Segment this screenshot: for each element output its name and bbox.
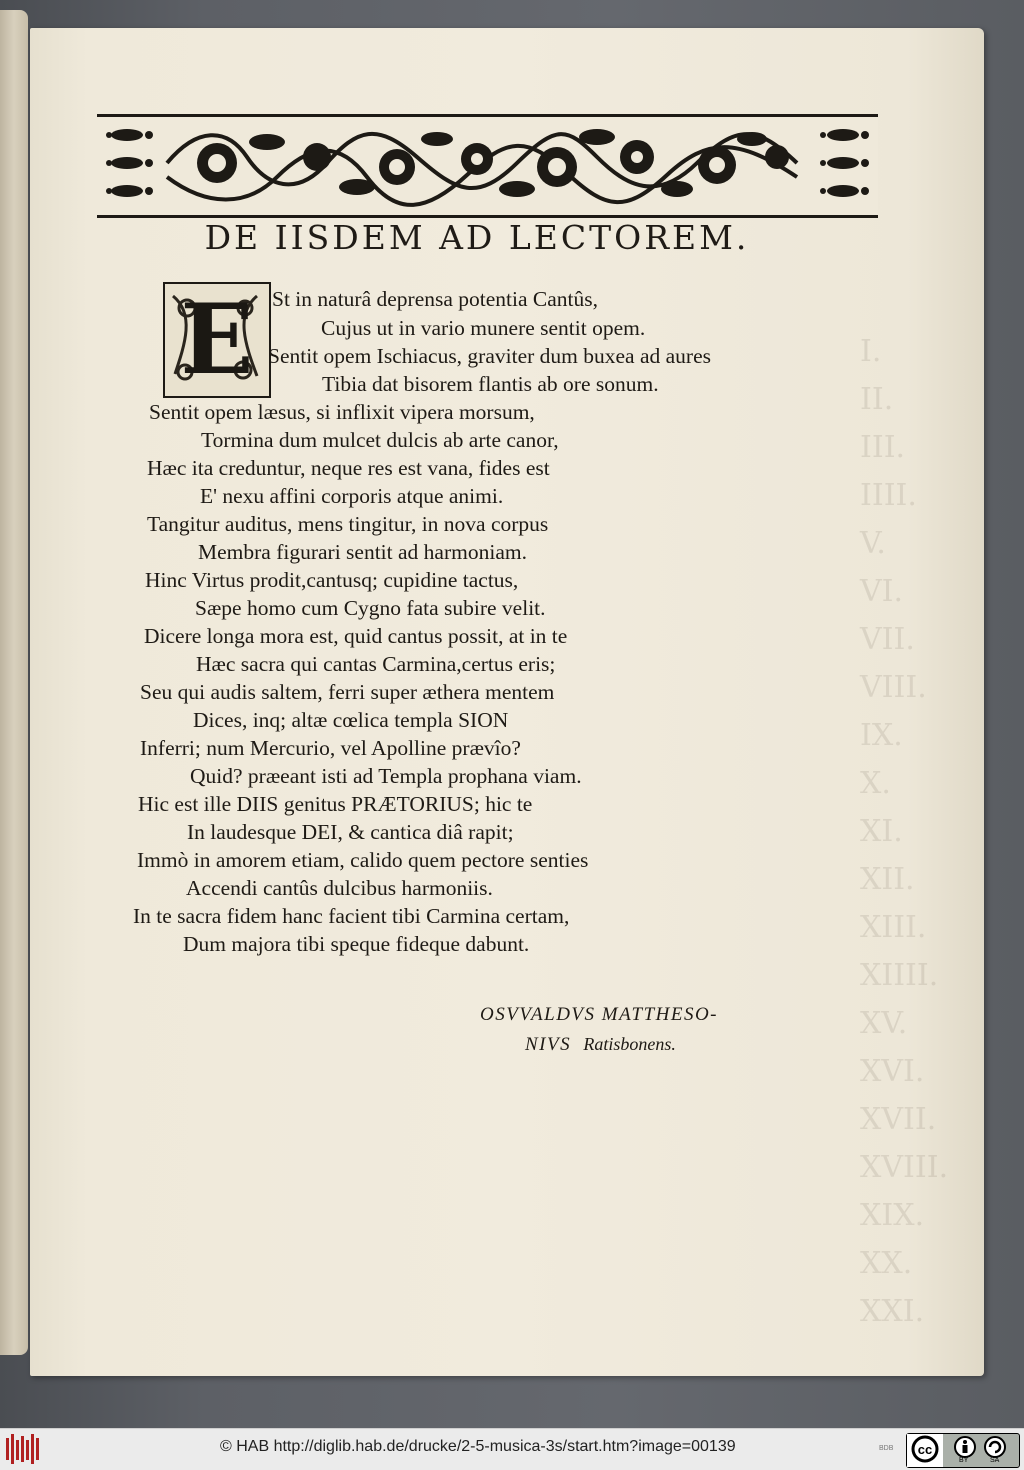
poem-line: Membra figurari sentit ad harmoniam. bbox=[198, 540, 527, 564]
poem-line: Cujus ut in vario munere sentit opem. bbox=[321, 316, 646, 340]
license-badge[interactable] bbox=[906, 1433, 1020, 1468]
poem-line: Seu qui audis saltem, ferri super æthera mentem bbox=[140, 680, 555, 704]
poem-line: Hæc sacra qui cantas Carmina,certus eris; bbox=[196, 652, 556, 676]
poem-line: Inferri; num Mercurio, vel Apolline prævîo? bbox=[140, 736, 521, 760]
signature-place: Ratisbonens. bbox=[583, 1034, 676, 1054]
initial-letter: E bbox=[180, 283, 254, 396]
poem-line: Sæpe homo cum Cygno fata subire velit. bbox=[195, 596, 546, 620]
by-label: BY bbox=[959, 1457, 969, 1464]
decorated-initial bbox=[163, 282, 271, 398]
poem-line: Dicere longa mora est, quid cantus possit, at in te bbox=[144, 624, 568, 648]
signature-line-2 bbox=[525, 1034, 676, 1056]
poem-line: Hæc ita creduntur, neque res est vana, fides est bbox=[147, 456, 550, 480]
poem-line: Dices, inq; altæ cœlica templa SION bbox=[193, 708, 509, 732]
poem-line: Tangitur auditus, mens tingitur, in nova corpus bbox=[147, 512, 549, 536]
signature-name: NIVS bbox=[525, 1034, 572, 1055]
hab-logo-icon bbox=[6, 1434, 40, 1468]
poem-line: Tibia dat bisorem flantis ab ore sonum. bbox=[322, 372, 659, 396]
show-through: I. II. III. IIII. V. VI. VII. VIII. IX. X. XI. XII. XIII. XIIII. XV. XVI. XVII. XVIII. XIX. XX. XXI. bbox=[860, 334, 949, 1329]
poem-line: Accendi cantûs dulcibus harmoniis. bbox=[186, 876, 493, 900]
version-label: BDB bbox=[879, 1445, 894, 1452]
poem-line: Dum majora tibi speque fideque dabunt. bbox=[183, 932, 530, 956]
previous-page-edge bbox=[0, 10, 28, 1355]
footer-bar bbox=[0, 1428, 1024, 1470]
signature-line-1: OSVVALDVS MATTHESO- bbox=[480, 1004, 719, 1025]
ornamental-headpiece bbox=[97, 114, 878, 218]
poem-line: Quid? præeant isti ad Templa prophana viam. bbox=[190, 764, 582, 788]
poem-line: Sentit opem Ischiacus, graviter dum buxea ad aures bbox=[268, 344, 711, 368]
poem-line: Immò in amorem etiam, calido quem pectore senties bbox=[137, 848, 589, 872]
poem-line: Hic est ille DIIS genitus PRÆTORIUS; hic te bbox=[138, 792, 533, 816]
poem-line: In te sacra fidem hanc facient tibi Carmina certam, bbox=[133, 904, 570, 928]
copyright-link[interactable]: © HAB http://diglib.hab.de/drucke/2-5-musica-3s/start.htm?image=00139 bbox=[220, 1438, 736, 1455]
poem-line: Hinc Virtus prodit,cantusq; cupidine tactus, bbox=[145, 568, 519, 592]
poem-line: Tormina dum mulcet dulcis ab arte canor, bbox=[201, 428, 559, 452]
poem-line: E' nexu affini corporis atque animi. bbox=[200, 484, 504, 508]
svg-text:cc: cc bbox=[917, 1442, 933, 1457]
page-title: DE IISDEM AD LECTOREM. bbox=[204, 218, 750, 257]
poem-line: St in naturâ deprensa potentia Cantûs, bbox=[272, 287, 599, 311]
poem-line: Sentit opem læsus, si inflixit vipera morsum, bbox=[149, 400, 535, 424]
sa-label: SA bbox=[990, 1457, 1000, 1464]
poem-line: In laudesque DEI, & cantica diâ rapit; bbox=[187, 820, 514, 844]
